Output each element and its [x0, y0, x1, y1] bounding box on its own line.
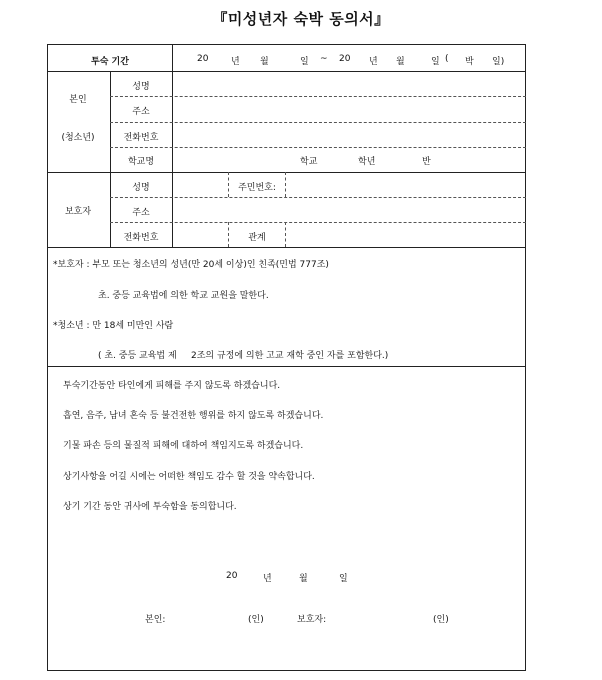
start-month[interactable]: 월	[260, 57, 269, 67]
form-title: 『미성년자 숙박 동의서』	[212, 10, 390, 28]
person-phone-label: 전화번호	[123, 133, 159, 143]
youth-definition-cont: ( 초. 중등 교육법 제 2조의 규정에 의한 고교 재학 중인 자를 포함한다.)	[98, 351, 389, 361]
start-day[interactable]: 일	[300, 57, 309, 67]
sign-date-day[interactable]: 일	[339, 574, 348, 584]
days-field[interactable]: 일)	[492, 57, 505, 67]
stay-period-label: 투숙 기간	[91, 57, 129, 67]
pledge-item: 흡연, 음주, 남녀 혼숙 등 불건전한 행위를 하지 않도록 하겠습니다.	[63, 411, 324, 421]
start-year-unit: 년	[231, 57, 240, 67]
nights-paren: (	[445, 54, 449, 64]
class-fill[interactable]: 반	[422, 157, 431, 167]
youth-definition: *청소년 : 만 18세 미만인 사람	[53, 321, 174, 331]
guardian-definition: *보호자 : 부모 또는 청소년의 성년(만 20세 이상)인 친족(민법 777조)	[53, 260, 329, 270]
sign-date-month[interactable]: 월	[299, 574, 308, 584]
self-signature-label: 본인:	[145, 615, 166, 625]
person-address-label: 주소	[132, 107, 150, 117]
pledge-item: 투숙기간동안 타인에게 피해를 주지 않도록 하겠습니다.	[63, 381, 281, 391]
person-section-label: 본인	[69, 95, 87, 105]
date-range-tilde: ~	[320, 54, 328, 64]
nights-field[interactable]: 박	[465, 57, 474, 67]
guardian-name-label: 성명	[132, 183, 150, 193]
sign-date-year[interactable]: 20	[226, 571, 238, 581]
guardian-relation-label: 관계	[248, 233, 266, 243]
start-year[interactable]: 20	[197, 54, 209, 64]
pledge-item: 상기 기간 동안 귀사에 투숙함을 동의합니다.	[63, 502, 237, 512]
end-day[interactable]: 일	[431, 57, 440, 67]
pledge-item: 상기사항을 어길 시에는 어떠한 책임도 감수 할 것을 약속합니다.	[63, 472, 315, 482]
guardian-seal[interactable]: (인)	[433, 615, 449, 625]
guardian-address-label: 주소	[132, 208, 150, 218]
guardian-id-label: 주민번호:	[238, 183, 276, 193]
person-school-label: 학교명	[127, 157, 155, 167]
end-year[interactable]: 20	[339, 54, 351, 64]
guardian-definition-cont: 초. 중등 교육법에 의한 학교 교원을 말한다.	[98, 291, 269, 301]
end-year-unit: 년	[369, 57, 378, 67]
sign-date-year-unit: 년	[263, 574, 272, 584]
pledge-item: 기물 파손 등의 물질적 피해에 대하여 책임지도록 하겠습니다.	[63, 441, 304, 451]
guardian-section-label: 보호자	[64, 207, 92, 217]
guardian-phone-label: 전화번호	[123, 233, 159, 243]
end-month[interactable]: 월	[396, 57, 405, 67]
person-name-label: 성명	[132, 82, 150, 92]
person-section-sublabel: (청소년)	[61, 133, 95, 143]
self-seal[interactable]: (인)	[248, 615, 264, 625]
school-fill[interactable]: 학교	[300, 157, 318, 167]
grade-fill[interactable]: 학년	[358, 157, 376, 167]
guardian-signature-label: 보호자:	[297, 615, 327, 625]
